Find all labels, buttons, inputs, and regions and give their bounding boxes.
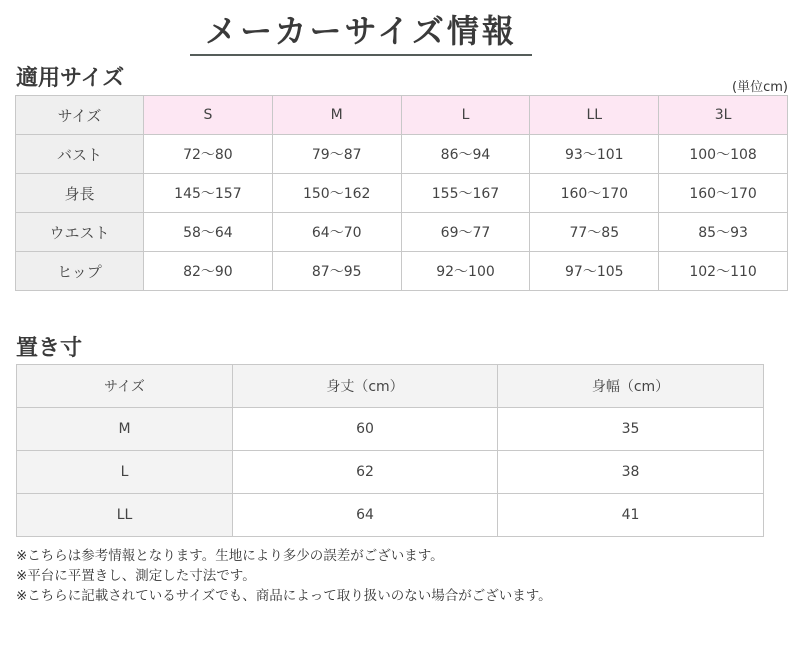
table-cell: 100〜108 [659,135,788,174]
table-cell: 160〜170 [530,174,659,213]
header-cell-l: L [401,96,530,135]
header-cell-size: サイズ [16,96,144,135]
table-cell: 38 [498,451,764,494]
table-cell: 35 [498,408,764,451]
table-cell: 58〜64 [144,213,273,252]
row-label-m: M [17,408,233,451]
header-cell-3l: 3L [659,96,788,135]
table-row [17,494,764,537]
row-label-waist: ウエスト [16,213,144,252]
header-cell-m: M [272,96,401,135]
row-label-l: L [17,451,233,494]
header-cell-length: 身丈（cm） [233,365,498,408]
unit-note: (単位cm) [732,80,788,95]
table-row [16,252,788,291]
table-row [16,135,788,174]
table-cell: 69〜77 [401,213,530,252]
table-cell: 160〜170 [659,174,788,213]
row-label-ll: LL [17,494,233,537]
table-cell: 77〜85 [530,213,659,252]
header-cell-s: S [144,96,273,135]
row-label-height: 身長 [16,174,144,213]
table-cell: 93〜101 [530,135,659,174]
table-cell: 145〜157 [144,174,273,213]
table-row [17,408,764,451]
table-cell: 86〜94 [401,135,530,174]
table-cell: 62 [233,451,498,494]
table-cell: 64 [233,494,498,537]
note-line: ※平台に平置きし、測定した寸法です。 [16,568,256,584]
table-row [17,451,764,494]
row-label-bust: バスト [16,135,144,174]
table-cell: 41 [498,494,764,537]
table-cell: 79〜87 [272,135,401,174]
header-cell-width: 身幅（cm） [498,365,764,408]
table-cell: 82〜90 [144,252,273,291]
page-title: メーカーサイズ情報 [190,8,532,56]
row-label-hip: ヒップ [16,252,144,291]
note-line: ※こちらは参考情報となります。生地により多少の誤差がございます。 [16,548,444,564]
table-header-row [16,96,788,135]
flat-section-title: 置き寸 [16,336,83,361]
table-cell: 102〜110 [659,252,788,291]
table-cell: 92〜100 [401,252,530,291]
header-cell-size: サイズ [17,365,233,408]
note-line: ※こちらに記載されているサイズでも、商品によって取り扱いのない場合がございます。 [16,588,552,604]
table-cell: 87〜95 [272,252,401,291]
table-cell: 72〜80 [144,135,273,174]
table-row [16,174,788,213]
table-cell: 60 [233,408,498,451]
table-cell: 85〜93 [659,213,788,252]
table-header-row [17,365,764,408]
table-row [16,213,788,252]
fit-section-title: 適用サイズ [16,66,125,91]
fit-size-table [15,95,788,291]
table-cell: 97〜105 [530,252,659,291]
notes [16,546,552,606]
table-cell: 150〜162 [272,174,401,213]
flat-measure-table [16,364,764,537]
table-cell: 155〜167 [401,174,530,213]
table-cell: 64〜70 [272,213,401,252]
header-cell-ll: LL [530,96,659,135]
